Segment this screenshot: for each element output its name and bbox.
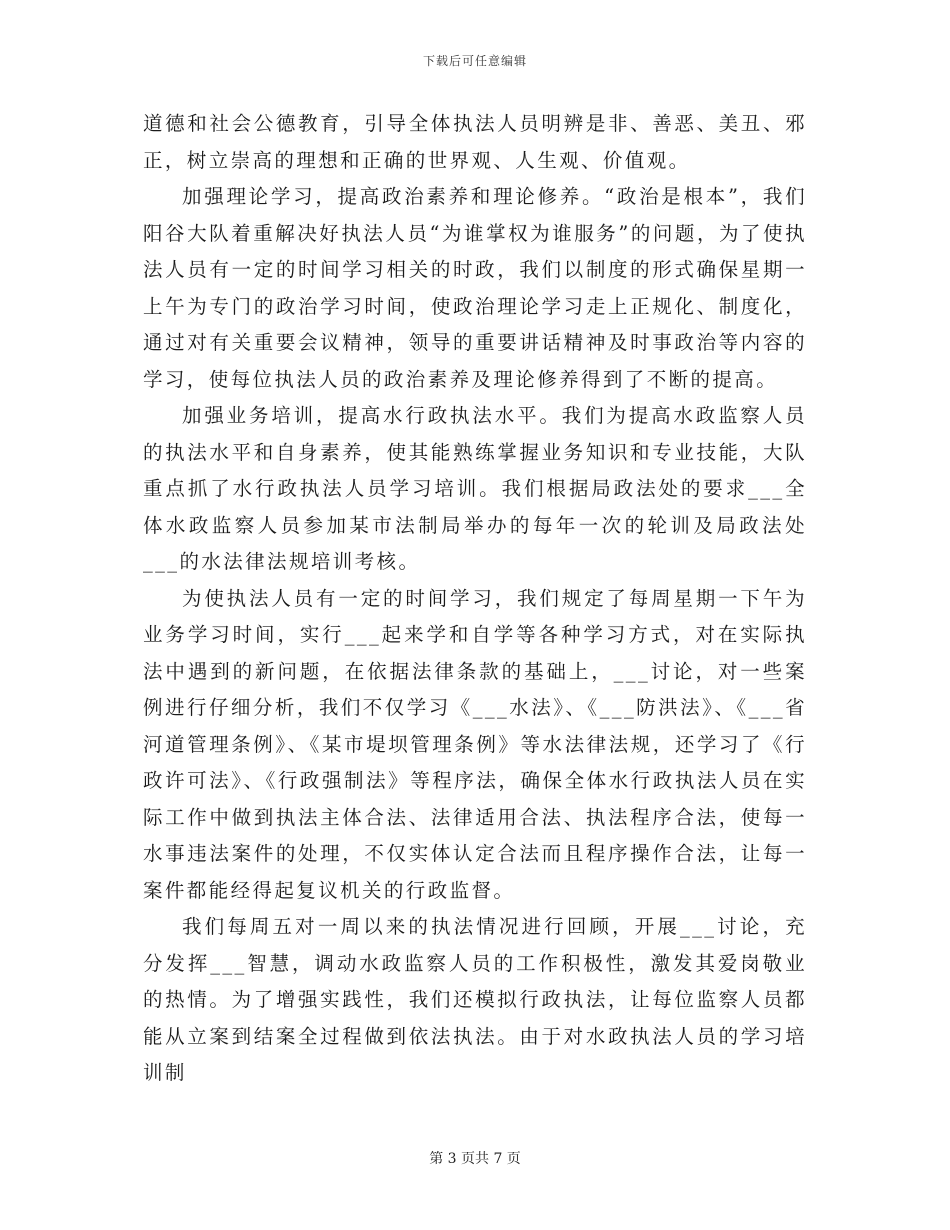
paragraph-2: 加强理论学习，提高政治素养和理论修养。“政治是根本”，我们阳谷大队着重解决好执法人员“为谁掌权为谁服务”的问题，为了使执法人员有一定的时间学习相关的时政，我们以制度的形式确保星期一上午为专门的政治学习时间，使政治理论学习走上正规化、制度化，通过对有关重要会议精神，领导的重要讲话精神及时事政治等内容的学习，使每位执法人员的政治素养及理论修养得到了不断的提高。	[143, 185, 807, 391]
page-footer: 第 3 页共 7 页	[429, 1151, 521, 1167]
paragraph-3: 加强业务培训，提高水行政执法水平。我们为提高水政监察人员的执法水平和自身素养，使其能熟练掌握业务知识和专业技能，大队重点抓了水行政执法人员学习培训。我们根据局政法处的要求___全体水政监察人员参加某市法制局举办的每年一次的轮训及局政法处___的水法律法规培训考核。	[143, 404, 807, 573]
paragraph-4: 为使执法人员有一定的时间学习，我们规定了每周星期一下午为业务学习时间，实行___起来学和自学等各种学习方式，对在实际执法中遇到的新问题，在依据法律条款的基础上，___讨论，对一些案例进行仔细分析，我们不仅学习《___水法》、《___防洪法》、《___省河道管理条例》、《某市堤坝管理条例》等水法律法规，还学习了《行政许可法》、《行政强制法》等程序法，确保全体水行政执法人员在实际工作中做到执法主体合法、法律适用合法、执法程序合法，使每一水事违法案件的处理，不仅实体认定合法而且程序操作合法，让每一案件都能经得起复议机关的行政监督。	[143, 586, 807, 902]
document-body	[143, 106, 807, 1092]
page-header: 下载后可任意编辑	[422, 54, 527, 68]
paragraph-5: 我们每周五对一周以来的执法情况进行回顾，开展___讨论，充分发挥___智慧，调动水政监察人员的工作积极性，激发其爱岗敬业的热情。为了增强实践性，我们还模拟行政执法，让每位监察人员都能从立案到结案全过程做到依法执法。由于对水政执法人员的学习培训制	[143, 915, 807, 1084]
paragraph-1: 道德和社会公德教育，引导全体执法人员明辨是非、善恶、美丑、邪正，树立崇高的理想和正确的世界观、人生观、价值观。	[143, 112, 807, 172]
